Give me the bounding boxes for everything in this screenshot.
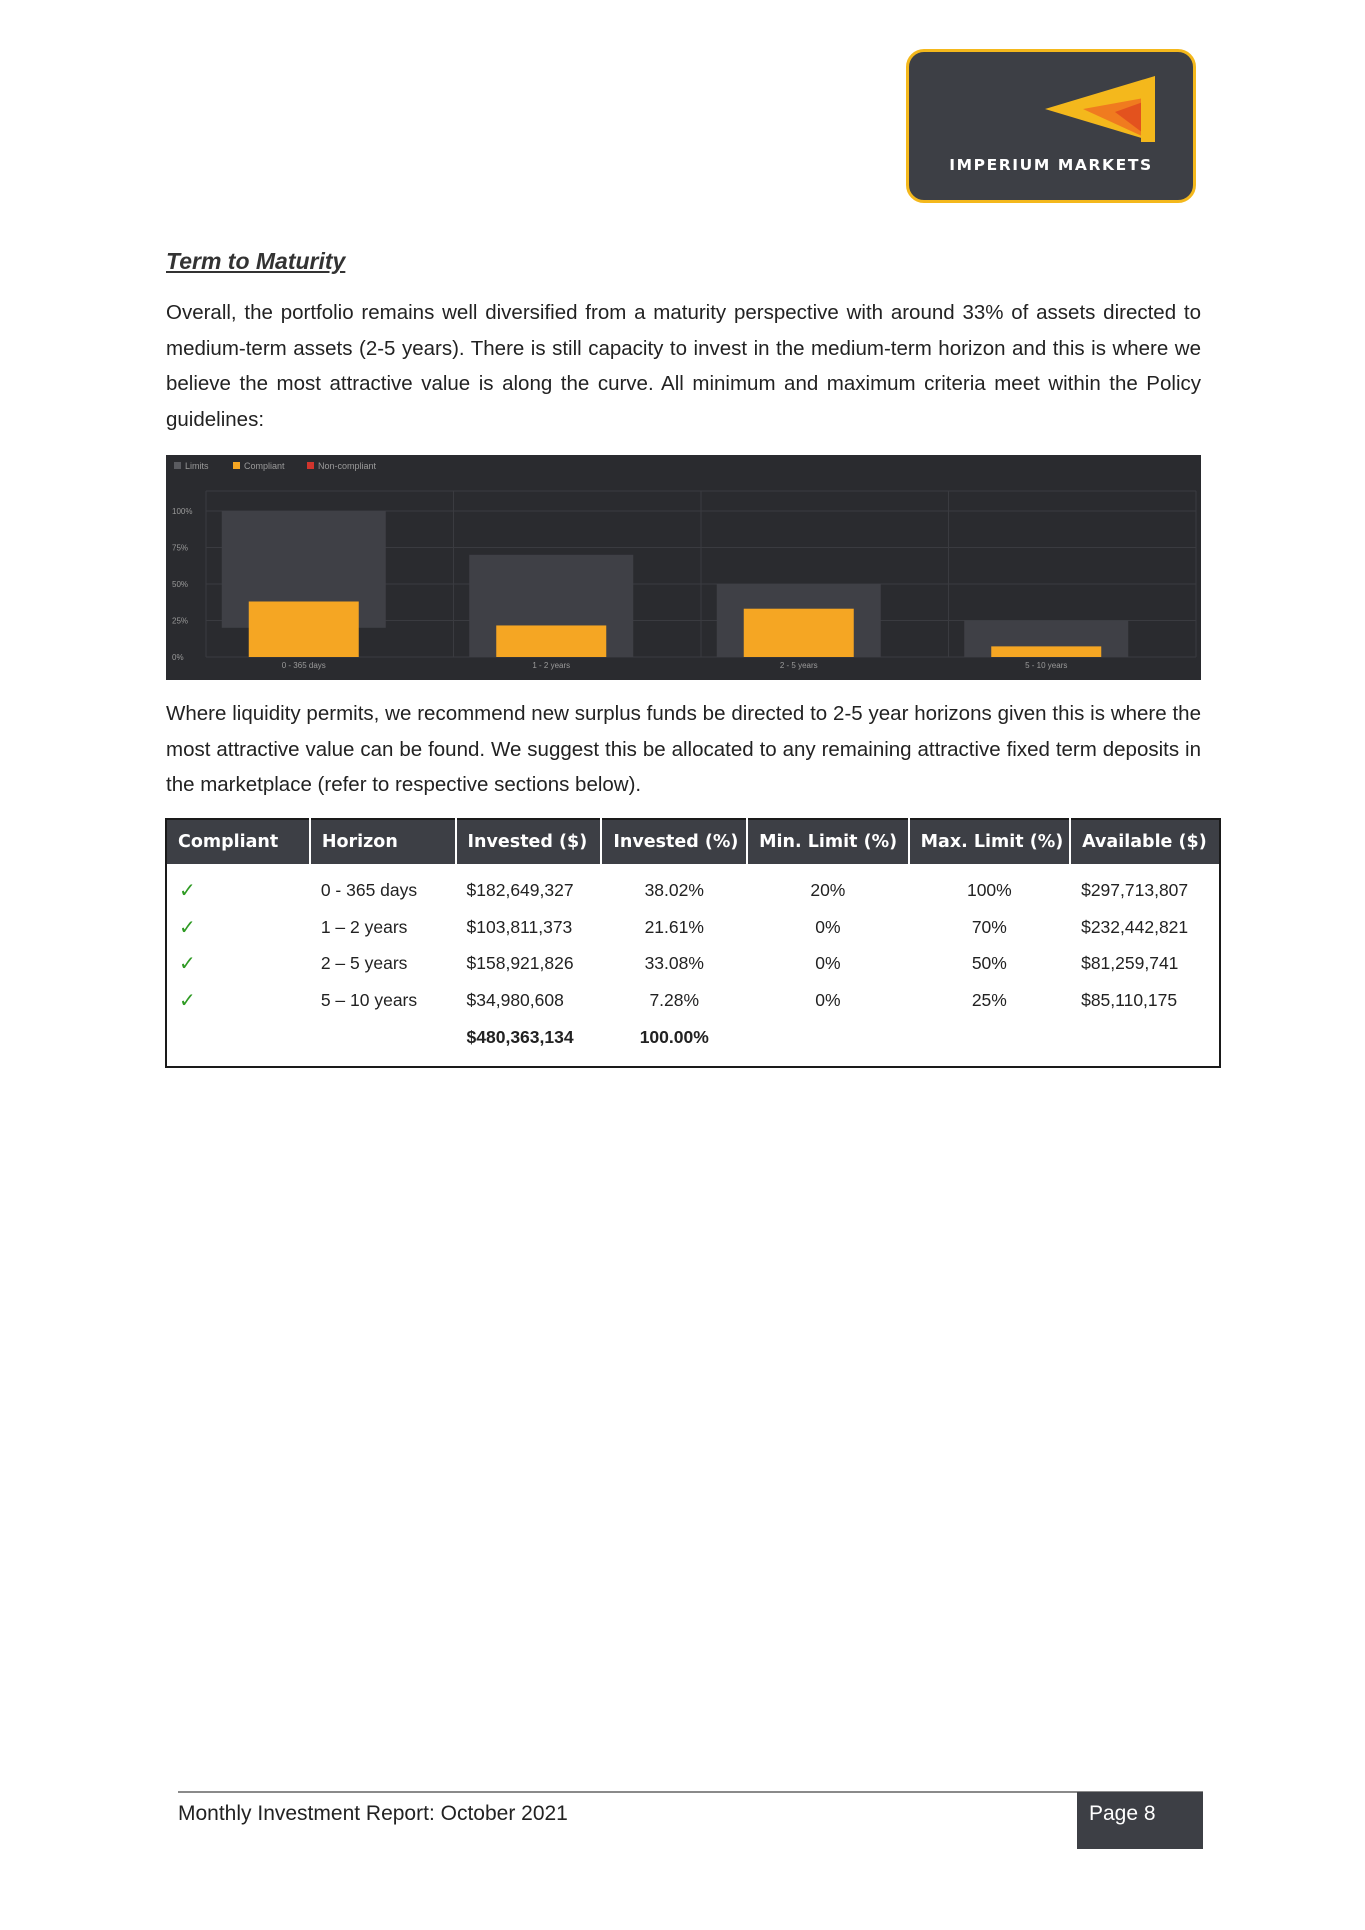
imperium-markets-logo [906, 49, 1196, 203]
available-cell: $85,110,175 [1081, 990, 1178, 1011]
compliant-check-icon: ✓ [179, 879, 196, 902]
invested-cell: $182,649,327 [466, 879, 574, 900]
invested-cell: $103,811,373 [466, 916, 573, 937]
compliant-bar [744, 609, 854, 657]
logo-mark-icon [1045, 72, 1165, 152]
y-tick-label: 100% [172, 507, 193, 516]
term-to-maturity-chart [166, 455, 1201, 680]
recommendation-paragraph: Where liquidity permits, we recommend new surplus funds be directed to 2-5 year horizons given this is where the most attractive value can be found. We suggest this be allocated to any remaining attractive fixed term deposits in the marketplace (refer to respective sections below). [166, 702, 1201, 796]
invested-pct-cell: 21.61% [644, 916, 704, 937]
compliant-bar [496, 625, 606, 657]
footer-report-title: Monthly Investment Report: October 2021 [178, 1802, 568, 1825]
max-limit-cell: 100% [966, 879, 1012, 900]
compliant-check-icon: ✓ [179, 990, 196, 1013]
compliant-check-icon: ✓ [179, 916, 196, 939]
invested-cell: $34,980,608 [466, 990, 564, 1011]
available-cell: $297,713,807 [1081, 879, 1189, 900]
header-compliant: Compliant [166, 819, 310, 864]
min-limit-cell: 20% [810, 879, 846, 900]
invested-pct-cell: 38.02% [644, 879, 704, 900]
x-tick-label: 5 - 10 years [1025, 661, 1068, 670]
max-limit-cell: 50% [971, 953, 1007, 974]
footer-divider [178, 1791, 1203, 1793]
x-tick-label: 2 - 5 years [779, 661, 818, 670]
legend-label: Limits [185, 461, 209, 471]
table-row [166, 946, 1220, 983]
table-row [166, 982, 1220, 1019]
legend-label: Non-compliant [318, 461, 377, 471]
compliant-bar [249, 601, 359, 657]
legend-label: Compliant [244, 461, 285, 471]
y-tick-label: 25% [172, 616, 189, 626]
horizon-cell: 0 - 365 days [320, 879, 418, 900]
legend-swatch [233, 462, 240, 469]
max-limit-cell: 25% [971, 990, 1007, 1011]
min-limit-cell: 0% [815, 990, 841, 1011]
y-tick-label: 75% [172, 543, 189, 553]
total-invested-pct-cell: 100.00% [639, 1027, 709, 1048]
horizon-cell: 1 – 2 years [320, 916, 408, 937]
table-row [166, 864, 1220, 909]
legend-swatch [174, 462, 181, 469]
horizon-cell: 2 – 5 years [320, 953, 408, 974]
total-invested-cell: $480,363,134 [466, 1027, 574, 1048]
page-number: Page 8 [1077, 1792, 1203, 1849]
min-limit-cell: 0% [815, 916, 841, 937]
maturity-table [165, 818, 1221, 1068]
invested-pct-cell: 33.08% [644, 953, 704, 974]
chart-svg [166, 455, 1201, 680]
compliant-bar [991, 646, 1101, 657]
min-limit-cell: 0% [815, 953, 841, 974]
available-cell: $232,442,821 [1081, 916, 1189, 937]
x-tick-label: 0 - 365 days [281, 661, 326, 670]
invested-cell: $158,921,826 [466, 953, 574, 974]
header-available: Available ($) [1070, 819, 1220, 864]
horizon-cell: 5 – 10 years [320, 990, 418, 1011]
logo-brand-text: IMPERIUM MARKETS [949, 156, 1153, 174]
available-cell: $81,259,741 [1081, 953, 1179, 974]
y-tick-label: 50% [172, 580, 189, 589]
legend-swatch [307, 462, 314, 469]
section-heading: Term to Maturity [166, 248, 346, 274]
compliant-check-icon: ✓ [179, 953, 196, 976]
table-row [166, 909, 1220, 946]
table-total-row [166, 1019, 1220, 1067]
header-min-limit: Min. Limit (%) [747, 819, 908, 864]
y-tick-label: 0% [172, 653, 184, 662]
invested-pct-cell: 7.28% [649, 990, 700, 1011]
header-horizon: Horizon [310, 819, 456, 864]
header-invested-dollars: Invested ($) [456, 819, 602, 864]
header-invested-percent: Invested (%) [601, 819, 747, 864]
max-limit-cell: 70% [971, 916, 1007, 937]
table-header-row [166, 819, 1220, 864]
x-tick-label: 1 - 2 years [532, 661, 571, 670]
intro-paragraph: Overall, the portfolio remains well diversified from a maturity perspective with around 33% of assets directed to medium-term assets (2-5 years). There is still capacity to invest in the medium-term horizon and this is where we believe the most attractive value is along the curve. All minimum and maximum criteria meet within the Policy guidelines: [166, 301, 1201, 431]
header-max-limit: Max. Limit (%) [909, 819, 1070, 864]
